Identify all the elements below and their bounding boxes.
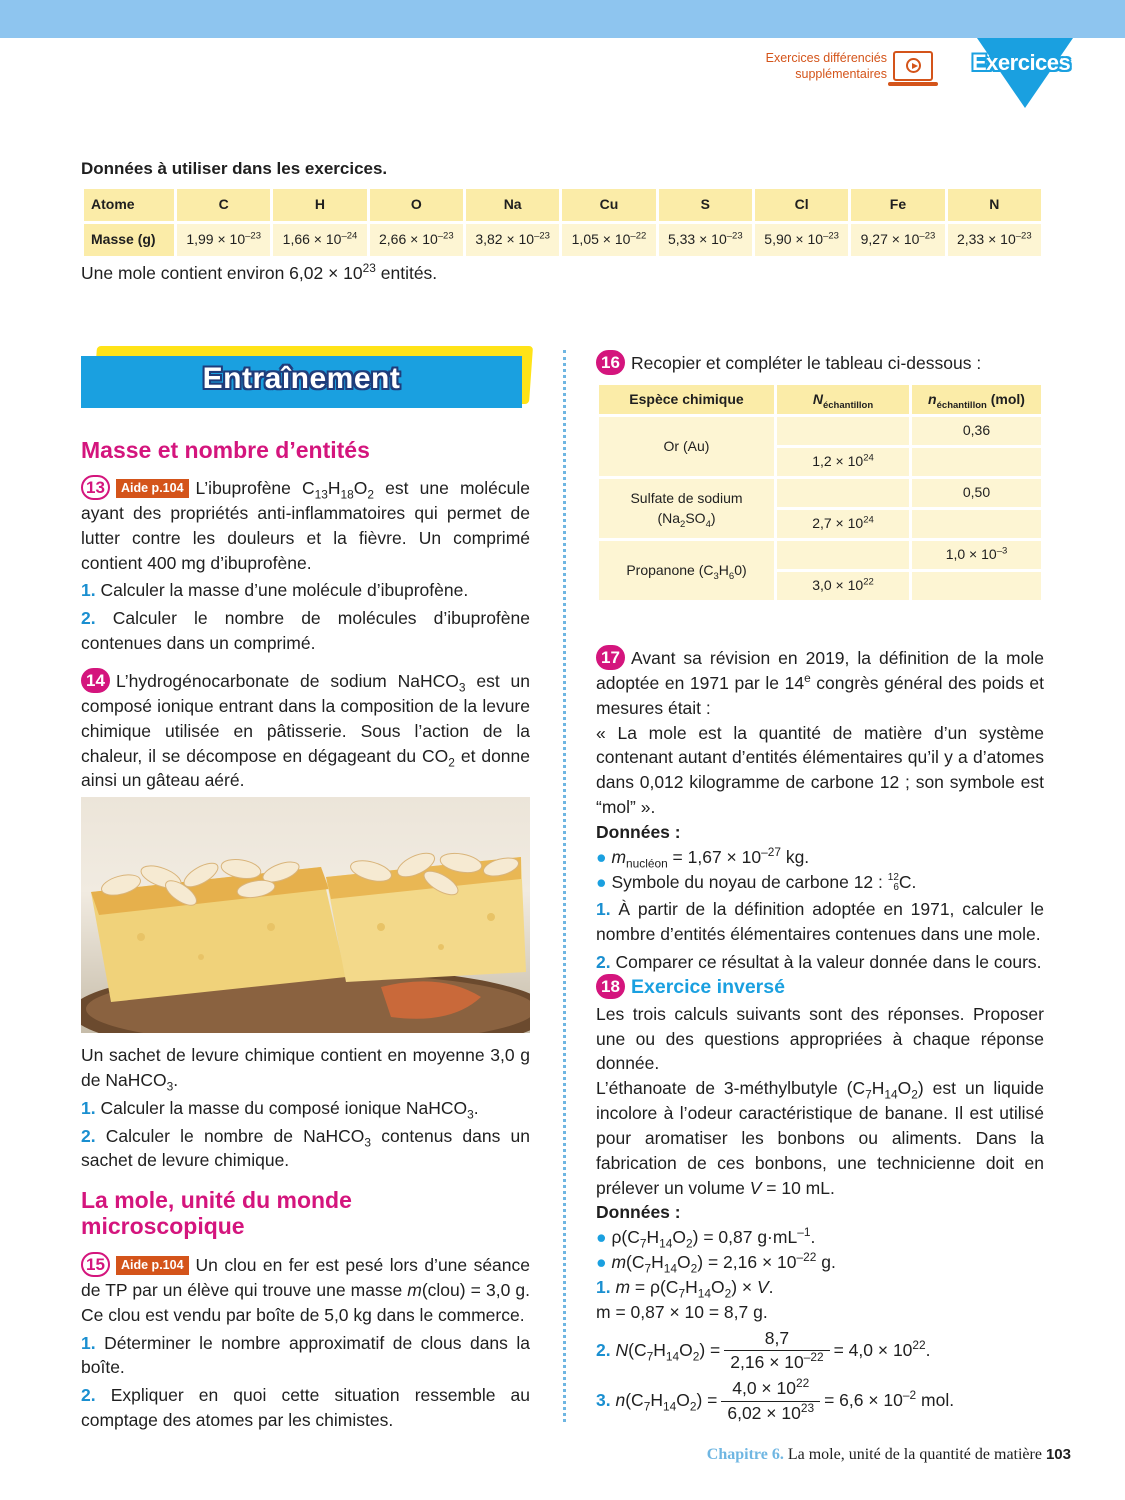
atom-cell: Na bbox=[464, 188, 560, 223]
atom-cell: O bbox=[368, 188, 464, 223]
species-gold: Or (Au) bbox=[598, 416, 776, 478]
mass-cell: $5,90 \times 10^{-23}$ bbox=[753, 223, 849, 258]
help-link[interactable]: Aide p.104 bbox=[116, 1256, 189, 1275]
exercise-number: 18 bbox=[596, 974, 625, 999]
atom-mass-table bbox=[81, 186, 1044, 259]
top-color-bar bbox=[0, 0, 1125, 38]
atom-cell: H bbox=[272, 188, 368, 223]
atom-cell: C bbox=[176, 188, 272, 223]
atom-cell: Fe bbox=[850, 188, 946, 223]
mass-row-header: Masse (g) bbox=[83, 223, 176, 258]
atom-cell: N bbox=[946, 188, 1042, 223]
section-heading-mass: Masse et nombre d’entités bbox=[81, 437, 370, 463]
species-sodium-sulfate: Sulfate de sodium $(Na_2SO_4)$ bbox=[598, 478, 776, 540]
species-table: Espèce chimique $N_{échantillon}$ $n_{échantillon}$ (mol) Or (Au) 0,36 $1,2 \times 10^{24}$ Sulfate de sodium $(Na_2SO_4)$ 0,50 $2,7 \times 10^{24}$ Propanone $(C_3H_60)$ $1,0 \times 10^{-3}$ $3,0 \times 10^{22}$ bbox=[596, 382, 1044, 603]
mass-cell: $2,33 \times 10^{-23}$ bbox=[946, 223, 1042, 258]
definition-quote: « La mole est la quantité de matière d’un système contenant autant d’entités élémentaires qu’il y a d’atomes dans 0,012 kilogramme de carbone 12 ; son symbole est “mol” ». bbox=[596, 722, 1044, 818]
atom-row-header: Atome bbox=[83, 188, 176, 223]
species-propanone: Propanone $(C_3H_60)$ bbox=[598, 540, 776, 602]
data-title: Données à utiliser dans les exercices. bbox=[81, 159, 388, 178]
banner-title: Entraînement bbox=[202, 362, 401, 395]
video-play-icon[interactable] bbox=[893, 51, 933, 81]
exercise-15: 15 Aide p.104 Un clou en fer est pesé lors d’une séance de TP par un élève qui trouve une masse m(clou) = 3,0 g. Ce clou est vendu par boîte de 5,0 kg dans le commerce. 1. Déterminer le nombre approximatif de clous dans la boîte. 2. Expliquer en quoi cette situation ressemble au comptage des atomes par les chimistes. bbox=[81, 1252, 530, 1433]
mass-cell: $1,66 \times 10^{-24}$ bbox=[272, 223, 368, 258]
mass-cell: $9,27 \times 10^{-23}$ bbox=[850, 223, 946, 258]
almond-cake-photo bbox=[81, 797, 530, 1033]
atom-cell: Cl bbox=[753, 188, 849, 223]
col-species: Espèce chimique bbox=[598, 384, 776, 416]
mass-cell: $1,05 \times 10^{-22}$ bbox=[561, 223, 657, 258]
exercise-13: 13 Aide p.104 L’ibuprofène $C_{13}H_{18}O_2$ est une molécule ayant des propriétés anti-inflammatoires qui permet de lutter contre les douleurs et la fièvre. Un comprimé contient 400 mg d’ibuprofène. 1. Calculer la masse d’une molécule d’ibuprofène. 2. Calculer le nombre de molécules d’ibuprofène contenues dans un comprimé. bbox=[81, 475, 530, 656]
section-tab-label: Exercices bbox=[972, 50, 1071, 75]
mass-cell: $1,99 \times 10^{-23}$ bbox=[176, 223, 272, 258]
exercise-14: 14 L’hydrogénocarbonate de sodium NaHCO$_3$ est un composé ionique entrant dans la composition de la levure chimique utilisée en pâtisserie. Sous l’action de la chaleur, il se décompose en dégageant du $CO_2$ et donne ainsi un gâteau aéré. bbox=[81, 668, 530, 793]
column-divider bbox=[563, 350, 566, 1422]
col-N: $N_{échantillon}$ bbox=[776, 384, 911, 416]
exercise-number: 17 bbox=[596, 645, 625, 670]
exercise-number: 14 bbox=[81, 668, 110, 693]
mass-cell: $5,33 \times 10^{-23}$ bbox=[657, 223, 753, 258]
col-n: $n_{échantillon}$ (mol) bbox=[911, 384, 1043, 416]
exercise-number: 13 bbox=[81, 475, 110, 500]
page-number: 103 bbox=[1045, 1446, 1071, 1463]
exercise-number: 15 bbox=[81, 1252, 110, 1277]
help-link[interactable]: Aide p.104 bbox=[116, 479, 189, 498]
exercise-14-continued: Un sachet de levure chimique contient en moyenne 3,0 g de NaHCO$_3$. 1. Calculer la masse du composé ionique NaHCO$_3$. 2. Calculer le nombre de NaHCO$_3$ contenus dans un sachet de levure chimique. bbox=[81, 1045, 530, 1171]
page-footer: Chapitre 6. La mole, unité de la quantité de matière 103 bbox=[706, 1446, 1071, 1463]
diff-label-2: supplémentaires bbox=[795, 67, 887, 82]
differentiated-exercises-link[interactable] bbox=[766, 50, 887, 83]
section-heading-mole: La mole, unité du monde microscopique bbox=[81, 1187, 352, 1239]
mass-cell: $3,82 \times 10^{-23}$ bbox=[464, 223, 560, 258]
diff-label-1: Exercices différenciés bbox=[765, 51, 887, 65]
exercise-number: 16 bbox=[596, 350, 625, 375]
section-banner bbox=[81, 346, 531, 414]
mass-cell: $2,66 \times 10^{-23}$ bbox=[368, 223, 464, 258]
atom-cell: S bbox=[657, 188, 753, 223]
exercise-17: 17 Avant sa révision en 2019, la définition de la mole adoptée en 1971 par le 14e congrès général des poids et mesures était : « La mole est la quantité de matière d’un système contenant autant d’entités élémentaires qu’il y a d’atomes dans 0,012 kilogramme de carbone 12 ; son symbole est “mol” ». Données : ● $m_{nucléon} = 1,67 \times 10^{-27}$ kg. ● Symbole du noyau de carbone 12 : 12 6C. 1. À partir de la définition adoptée en 1971, calculer le nombre d’entités élémentaires contenues dans une mole. 2. Comparer ce résultat à la valeur donnée dans le cours. bbox=[596, 645, 1044, 975]
exercise-18: 18 Exercice inversé Les trois calculs suivants sont des réponses. Proposer une ou des questions appropriées à chaque réponse donnée. L’éthanoate de 3-méthylbutyle $(C_7H_{14}O_2)$ est un liquide incolore à l’odeur caractéristique de banane. Il est utilisé pour aromatiser les bonbons ou aliments. Dans la fabrication de ces bonbons, une technicienne doit en prélever un volume V = 10 mL. Données : ● $\rho(C_7H_{14}O_2) = 0,87$ $g\cdot mL^{-1}$. ● $m(C_7H_{14}O_2) = 2,16 \times 10^{-22}$ g. 1. $m = \rho(C_7H_{14}O_2) \times V$. m = 0,87 × 10 = 8,7 g. 2. $N(C_7H_{14}O_2)$ = $\frac{8,7}{2,16 \times 10^{-22}}$ = $4,0 \times 10^{22}$. 3. $n(C_7H_{14}O_2)$ = $\frac{4,0 \times 10^{22}}{6,02 \times 10^{23}}$ = $6,6 \times 10^{-2}$ mol. bbox=[596, 976, 1044, 1423]
exercise-16: 16 Recopier et compléter le tableau ci-dessous : bbox=[596, 350, 1044, 376]
atom-cell: Cu bbox=[561, 188, 657, 223]
mole-statement: Une mole contient environ $6,02 \times 10^{23}$ entités. bbox=[81, 261, 438, 283]
inverted-exercise-title: Exercice inversé bbox=[631, 976, 785, 998]
